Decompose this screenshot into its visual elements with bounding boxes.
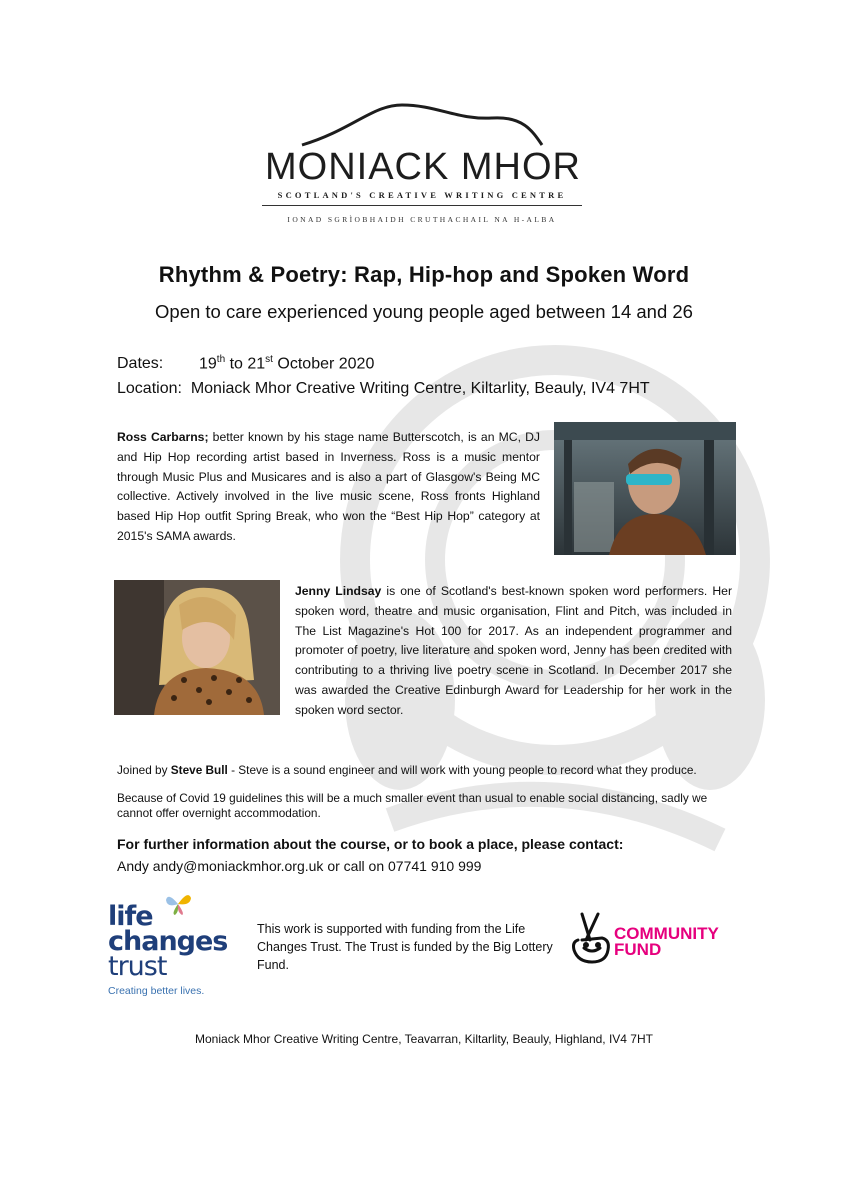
event-subtitle: Open to care experienced young people aged between 14 and 26 (155, 301, 693, 322)
ross-photo (554, 422, 736, 555)
lct-line1: life (108, 901, 153, 932)
cf-line1: COMMUNITY (614, 924, 719, 943)
steve-name: Steve Bull (170, 763, 228, 777)
lct-line2: changes (108, 926, 228, 957)
contact-line: Andy andy@moniackmhor.org.uk or call on 07741 910 999 (117, 858, 482, 874)
steve-prefix: Joined by (117, 763, 171, 777)
covid-note: Because of Covid 19 guidelines this will be a much smaller event than usual to enable social distancing, sadly we cannot offer overnight accommodation. (117, 791, 708, 820)
jenny-photo (114, 580, 280, 715)
ross-name: Ross Carbarns; (117, 430, 209, 444)
cf-line2: FUND (614, 940, 662, 959)
mountain-logo-icon (262, 100, 582, 150)
date-rest: October 2020 (272, 355, 375, 373)
community-fund-logo (566, 904, 746, 974)
jenny-bio-text: is one of Scotland's best-known spoken word performers. Her spoken word, theatre and music organisation, Flint and Pitch, was included in The List Magazine's Hot 100 for 2017. As an independent programmer and promoter of poetry, live literature and spoken word, Jenny has been credited with contributing to a thriving live poetry scene in Scotland. In December 2017 she was awarded the Creative Edinburgh Award for Leadership for her work in the spoken word sector. (295, 584, 732, 717)
lct-tagline: Creating better lives. (108, 985, 205, 997)
date-start-suffix: th (216, 354, 226, 365)
date-end-suffix: st (265, 354, 273, 365)
crossed-fingers-icon (568, 910, 614, 966)
date-start-day: 19 (199, 355, 217, 373)
funding-statement: This work is supported with funding from the Life Changes Trust. The Trust is funded by the Big Lottery Fund. (257, 922, 553, 972)
steve-text: - Steve is a sound engineer and will work with young people to record what they produce. (227, 763, 697, 777)
lct-line3: trust (108, 951, 167, 982)
footer-address: Moniack Mhor Creative Writing Centre, Teavarran, Kiltarlity, Beauly, Highland, IV4 7HT (195, 1032, 653, 1046)
contact-heading: For further information about the course, or to book a place, please contact: (117, 836, 624, 852)
logo-subtitle: SCOTLAND'S CREATIVE WRITING CENTRE (277, 190, 567, 200)
jenny-bio (295, 582, 732, 721)
steve-note (117, 763, 697, 777)
ross-bio (117, 428, 540, 547)
life-changes-trust-logo (108, 890, 233, 1000)
logo-name: MONIACK MHOR (265, 146, 581, 188)
jenny-name: Jenny Lindsay (295, 584, 382, 598)
ross-bio-text: better known by his stage name Butterscotch, is an MC, DJ and Hip Hop recording artist based in Inverness. Ross is a music mentor through Music Plus and Musicares and is also a part of Glasgow's Being MC collective. Actively involved in the live music scene, Ross fronts Highland based Hip Hop outfit Spring Break, who won the “Best Hip Hop” category at 2015's SAMA awards. (117, 430, 540, 543)
logo-divider (262, 205, 582, 206)
event-dates (117, 354, 374, 373)
location-label: Location: (117, 380, 182, 397)
event-title: Rhythm & Poetry: Rap, Hip-hop and Spoken Word (158, 262, 690, 287)
logo-gaelic-subtitle: IONAD SGRÌOBHAIDH CRUTHACHAIL NA H-ALBA (287, 215, 557, 224)
date-to: to 21 (225, 355, 266, 373)
dates-label: Dates: (117, 355, 164, 373)
location-value: Moniack Mhor Creative Writing Centre, Kiltarlity, Beauly, IV4 7HT (190, 380, 650, 397)
event-location (117, 380, 650, 398)
